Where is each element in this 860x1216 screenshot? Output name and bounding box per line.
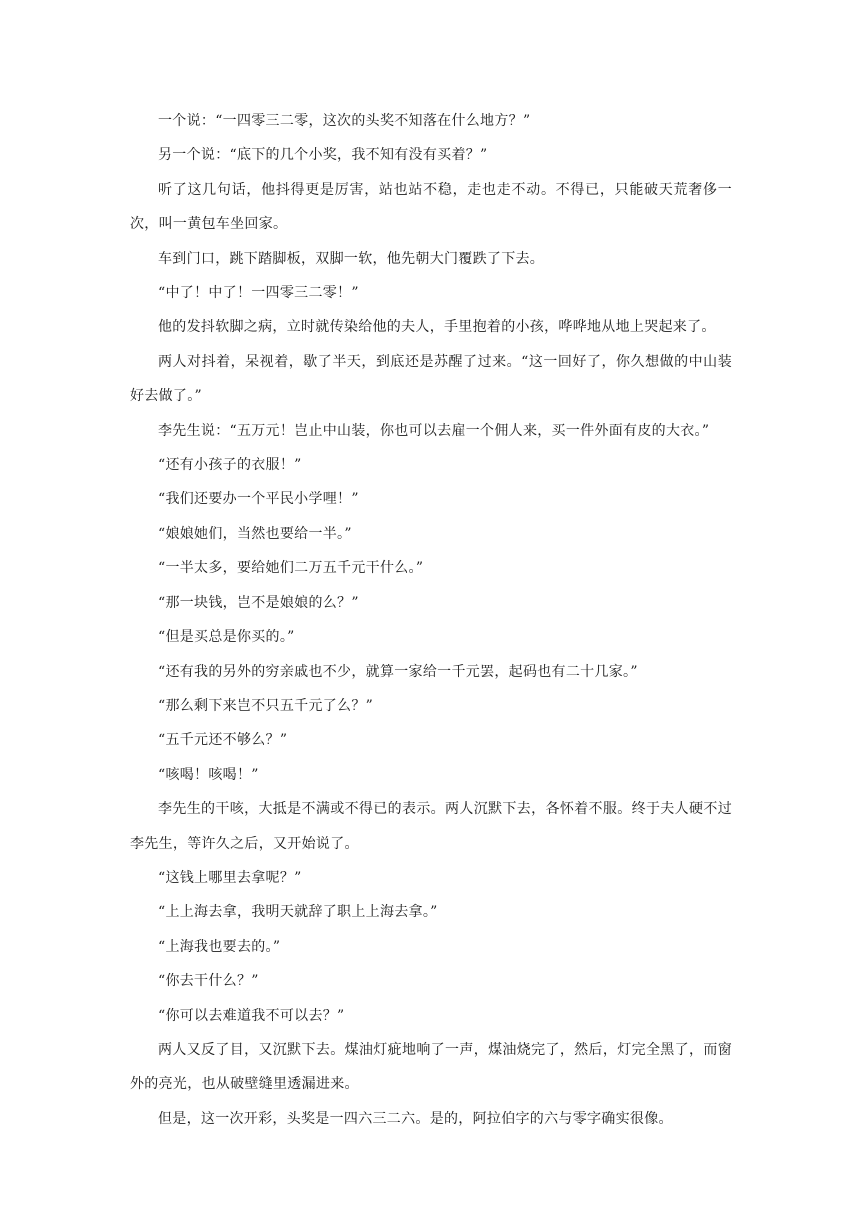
paragraph: “一半太多，要给她们二万五千元干什么。” [158,560,424,577]
paragraph: 车到门口，跳下踏脚板，双脚一软，他先朝大门覆跌了下去。 [158,250,545,267]
paragraph: “还有我的另外的穷亲戚也不少，就算一家给一千元罢，起码也有二十几家。” [158,663,638,680]
paragraph: 另一个说：“底下的几个小奖，我不知有没有买着？” [158,147,488,164]
paragraph: “这钱上哪里去拿呢？” [158,869,302,886]
paragraph: “你可以去难道我不可以去？” [158,1007,345,1024]
paragraph: 他的发抖软脚之病，立时就传染给他的夫人，手里抱着的小孩，哗哗地从地上哭起来了。 [158,319,716,336]
paragraph: “五千元还不够么？” [158,732,288,749]
paragraph: “中了！中了！一四零三二零！” [158,285,359,302]
paragraph: “上海我也要去的。” [158,938,281,955]
document-page [130,104,732,1136]
paragraph: “那么剩下来岂不只五千元了么？” [158,697,374,714]
paragraph: 李先生的干咳，大抵是不满或不得已的表示。两人沉默下去，各怀着不服。终于夫人硬不过李先生，等许久之后，又开始说了。 [130,801,732,852]
paragraph: “咳喝！咳喝！” [158,766,259,783]
paragraph: “上上海去拿，我明天就辞了职上上海去拿。” [158,904,438,921]
paragraph: 两人又反了目，又沉默下去。煤油灯疵地响了一声，煤油烧完了，然后，灯完全黑了，而窗外的亮光，也从破壁缝里透漏进来。 [130,1041,732,1093]
paragraph: “但是买总是你买的。” [158,629,295,646]
paragraph: “我们还要办一个平民小学哩！” [158,491,359,508]
paragraph: “还有小孩子的衣服！” [158,457,302,474]
paragraph: 李先生说：“五万元！岂止中山装，你也可以去雇一个佣人来，买一件外面有皮的大衣。” [158,422,710,439]
paragraph: “你去干什么？” [158,973,259,990]
paragraph: “娘娘她们，当然也要给一半。” [158,525,352,542]
paragraph: “那一块钱，岂不是娘娘的么？” [158,594,359,611]
paragraph: 听了这几句话，他抖得更是厉害，站也站不稳，走也走不动。不得已，只能破天荒奢侈一次，叫一黄包车坐回家。 [130,181,732,233]
paragraph: 但是，这一次开彩，头奖是一四六三二六。是的，阿拉伯字的六与零字确实很像。 [158,1110,673,1127]
paragraph: 一个说：“一四零三二零，这次的头奖不知落在什么地方？” [158,113,531,129]
paragraph: 两人对抖着，呆视着，歇了半天，到底还是苏醒了过来。“这一回好了，你久想做的中山装好去做了。” [130,353,732,405]
